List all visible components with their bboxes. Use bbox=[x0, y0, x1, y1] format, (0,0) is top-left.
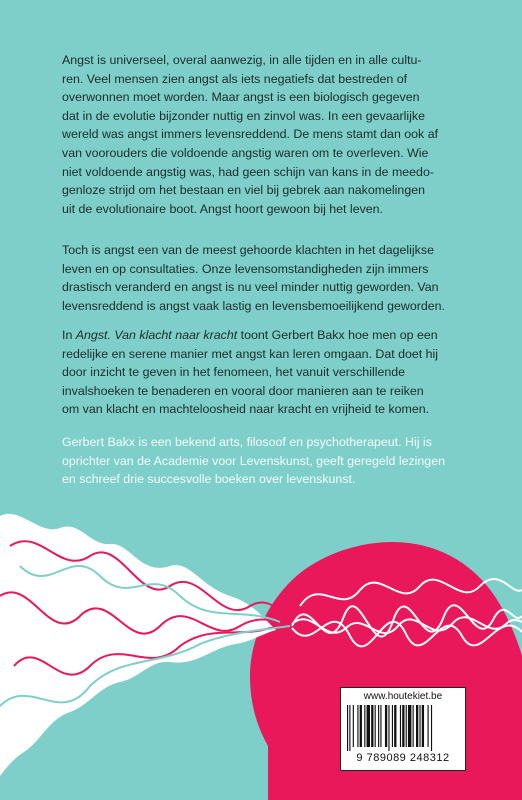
barcode-bar bbox=[367, 705, 370, 747]
text-line: ren. Veel mensen zien angst als iets negatiefs dat bestreden of bbox=[62, 71, 408, 86]
isbn-number: 9 789089 248312 bbox=[356, 752, 450, 764]
barcode-bar bbox=[413, 705, 414, 747]
text-line: drastisch veranderd en angst is nu veel minder nuttig geworden. Van bbox=[62, 280, 439, 295]
barcode-bar bbox=[364, 705, 365, 747]
text-line: dat in de evolutie bijzonder nuttig en zinvol was. In een gevaarlijke bbox=[62, 108, 425, 123]
barcode-bar bbox=[371, 705, 373, 747]
text-line: niet voldoende angstig was, had geen schijn van kans in de meedo- bbox=[62, 164, 434, 179]
text-line: Angst is universeel, overal aanwezig, in alle tijden en in alle cultu- bbox=[62, 53, 422, 67]
text-line: redelijke en serene manier met angst kan leren omgaan. Dat doet hij bbox=[62, 346, 439, 361]
barcode-bar bbox=[431, 705, 432, 751]
text-line: door inzicht te geven in het fenomeen, het vanuit verschillende bbox=[62, 365, 406, 380]
text-rest: toont Gerbert Bakx hoe men op een bbox=[237, 328, 438, 342]
barcode-bar bbox=[349, 705, 350, 751]
barcode-bar bbox=[353, 705, 354, 747]
barcode-bars bbox=[347, 705, 459, 751]
barcode-bar bbox=[400, 705, 401, 747]
text-line: genloze strijd om het bestaan en viel bij gebrek aan nakomelingen bbox=[62, 183, 426, 198]
white-wave-ribbon bbox=[0, 514, 276, 776]
barcode-bar bbox=[388, 705, 389, 751]
text-line bbox=[62, 326, 462, 345]
barcode-bar bbox=[428, 705, 429, 747]
barcode-bar bbox=[422, 705, 424, 747]
description-paragraph-1 bbox=[62, 51, 462, 218]
text-lead: In bbox=[62, 328, 76, 342]
barcode-bar bbox=[408, 705, 411, 747]
barcode-bar bbox=[360, 705, 362, 747]
barcode-bar bbox=[347, 705, 348, 751]
barcode-bar bbox=[394, 705, 396, 747]
text-line: leven en op consultaties. Onze levensomstandigheden zijn immers bbox=[62, 261, 429, 276]
publisher-url: www.houtekiet.be bbox=[363, 691, 443, 702]
description-paragraph-3 bbox=[62, 326, 462, 419]
text-line: levensreddend is angst vaak lastig en levensbemoeilijkend geworden. bbox=[62, 298, 445, 313]
description-paragraph-2 bbox=[62, 241, 462, 315]
barcode-box bbox=[340, 687, 466, 771]
barcode-bar bbox=[380, 705, 381, 747]
text-line: Gerbert Bakx is een bekend arts, filosoof en psychotherapeut. Hij is bbox=[62, 435, 432, 449]
barcode-bar bbox=[385, 705, 387, 747]
text-line: uit de evolutionaire boot. Angst hoort gewoon bij het leven. bbox=[62, 201, 384, 216]
barcode-bar bbox=[416, 705, 418, 747]
text-line: en schreef drie succesvolle boeken over levenskunst. bbox=[62, 472, 356, 487]
barcode-bar bbox=[375, 705, 376, 747]
text-line: om van klacht en machteloosheid naar kracht en vrijheid te komen. bbox=[62, 402, 430, 417]
text-line: van voorouders die voldoende angstig waren om te overleven. Wie bbox=[62, 145, 429, 160]
barcode-bar bbox=[406, 705, 407, 747]
barcode-bar bbox=[392, 705, 393, 747]
text-line: Toch is angst een van de meest gehoorde klachten in het dagelijkse bbox=[62, 243, 434, 257]
text-line: invalshoeken te benaderen en vooral door manieren aan te reiken bbox=[62, 383, 424, 398]
book-title-italic: Angst. Van klacht naar kracht bbox=[75, 328, 238, 342]
barcode-bar bbox=[419, 705, 420, 747]
text-line: wereld was angst immers levensreddend. De mens stamt dan ook af bbox=[62, 127, 439, 142]
text-line: overwonnen moet worden. Maar angst is een biologisch gegeven bbox=[62, 90, 420, 105]
barcode-bar bbox=[357, 705, 358, 747]
author-bio bbox=[62, 433, 462, 489]
barcode-bar bbox=[402, 705, 404, 747]
text-line: oprichter van de Academie voor Levenskunst, geeft geregeld lezingen bbox=[62, 453, 445, 468]
barcode-bar bbox=[378, 705, 379, 747]
